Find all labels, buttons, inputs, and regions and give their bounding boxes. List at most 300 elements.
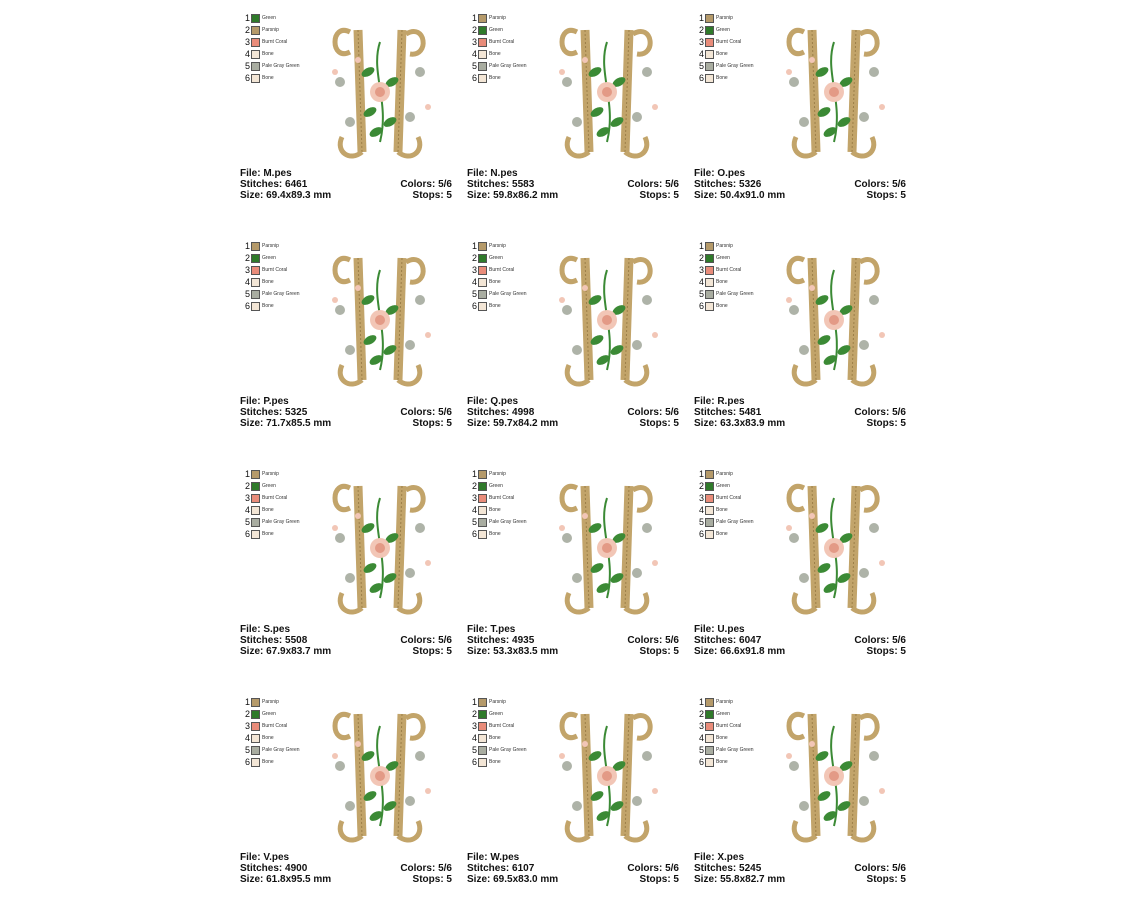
- embroidery-preview-image: [764, 12, 904, 162]
- embroidery-preview-image: [310, 468, 450, 618]
- thread-name: Pale Gray Green: [716, 747, 754, 753]
- thread-number: 1: [244, 241, 250, 251]
- thread-color-row: [694, 504, 728, 516]
- thread-number: 3: [244, 493, 250, 503]
- thread-color-row: [467, 504, 501, 516]
- thread-swatch: [251, 38, 260, 47]
- thread-swatch: [478, 482, 487, 491]
- design-stops: Stops: 5: [866, 190, 906, 201]
- thread-name: Green: [716, 27, 730, 33]
- embroidery-preview-image: [310, 12, 450, 162]
- design-size: Size: 55.8x82.7 mm: [694, 874, 786, 885]
- design-stitches: Stitches: 5583: [467, 179, 535, 190]
- design-card-r: [694, 240, 906, 430]
- design-size: Size: 50.4x91.0 mm: [694, 190, 786, 201]
- design-file: File: P.pes: [240, 396, 289, 407]
- thread-name: Burnt Coral: [262, 267, 288, 273]
- thread-name: Parsnip: [716, 15, 733, 21]
- thread-color-row: [694, 60, 754, 72]
- design-file: File: Q.pes: [467, 396, 519, 407]
- thread-color-row: [240, 756, 274, 768]
- thread-number: 5: [244, 61, 250, 71]
- thread-number: 4: [698, 49, 704, 59]
- thread-color-row: [467, 720, 514, 732]
- thread-color-row: [467, 516, 527, 528]
- thread-color-row: [467, 300, 501, 312]
- thread-swatch: [478, 50, 487, 59]
- thread-color-row: [694, 696, 733, 708]
- design-colors: Colors: 5/6: [627, 179, 679, 190]
- design-card-n: [467, 12, 679, 202]
- thread-number: 5: [698, 745, 704, 755]
- monogram-m: [332, 30, 431, 156]
- thread-number: 3: [244, 37, 250, 47]
- thread-number: 1: [244, 13, 250, 23]
- thread-swatch: [705, 278, 714, 287]
- thread-number: 2: [244, 709, 250, 719]
- thread-swatch: [705, 494, 714, 503]
- thread-name: Bone: [262, 75, 274, 81]
- thread-name: Green: [716, 255, 730, 261]
- thread-name: Parsnip: [716, 243, 733, 249]
- thread-name: Bone: [262, 303, 274, 309]
- thread-color-row: [694, 468, 733, 480]
- thread-swatch: [705, 470, 714, 479]
- thread-swatch: [705, 290, 714, 299]
- thread-color-row: [467, 36, 514, 48]
- thread-swatch: [705, 50, 714, 59]
- thread-color-row: [694, 516, 754, 528]
- thread-color-row: [467, 468, 506, 480]
- thread-swatch: [251, 470, 260, 479]
- design-info: [694, 624, 906, 657]
- design-card-m: [240, 12, 452, 202]
- design-info: [467, 624, 679, 657]
- thread-swatch: [705, 266, 714, 275]
- thread-color-row: [694, 264, 741, 276]
- thread-name: Bone: [262, 759, 274, 765]
- design-file: File: R.pes: [694, 396, 745, 407]
- thread-swatch: [251, 74, 260, 83]
- thread-number: 3: [698, 37, 704, 47]
- thread-number: 5: [471, 745, 477, 755]
- thread-name: Parsnip: [489, 243, 506, 249]
- design-colors: Colors: 5/6: [400, 407, 452, 418]
- thread-color-row: [240, 276, 274, 288]
- thread-name: Parsnip: [716, 471, 733, 477]
- monogram-o: [786, 30, 885, 156]
- thread-number: 6: [471, 301, 477, 311]
- thread-name: Pale Gray Green: [716, 63, 754, 69]
- thread-name: Pale Gray Green: [262, 63, 300, 69]
- thread-number: 6: [698, 529, 704, 539]
- thread-swatch: [251, 290, 260, 299]
- thread-color-row: [240, 708, 276, 720]
- embroidery-preview-image: [764, 468, 904, 618]
- design-info: [694, 396, 906, 429]
- thread-number: 3: [244, 721, 250, 731]
- design-file: File: U.pes: [694, 624, 745, 635]
- thread-color-row: [240, 24, 279, 36]
- design-size: Size: 69.4x89.3 mm: [240, 190, 332, 201]
- design-colors: Colors: 5/6: [854, 407, 906, 418]
- thread-color-row: [467, 744, 527, 756]
- thread-number: 4: [698, 505, 704, 515]
- thread-swatch: [251, 26, 260, 35]
- thread-number: 1: [244, 469, 250, 479]
- design-info: [694, 852, 906, 885]
- thread-name: Pale Gray Green: [489, 63, 527, 69]
- monogram-r: [786, 258, 885, 384]
- thread-swatch: [705, 758, 714, 767]
- thread-number: 1: [471, 697, 477, 707]
- thread-name: Bone: [489, 51, 501, 57]
- thread-name: Bone: [716, 531, 728, 537]
- thread-name: Pale Gray Green: [489, 291, 527, 297]
- thread-color-row: [467, 276, 501, 288]
- thread-number: 1: [244, 697, 250, 707]
- thread-color-row: [467, 60, 527, 72]
- design-info: [694, 168, 906, 201]
- thread-color-row: [240, 240, 279, 252]
- thread-swatch: [478, 518, 487, 527]
- design-card-o: [694, 12, 906, 202]
- design-size: Size: 67.9x83.7 mm: [240, 646, 332, 657]
- design-info: [240, 396, 452, 429]
- thread-number: 3: [471, 37, 477, 47]
- design-stops: Stops: 5: [866, 874, 906, 885]
- thread-swatch: [478, 278, 487, 287]
- thread-number: 1: [471, 13, 477, 23]
- thread-name: Bone: [716, 303, 728, 309]
- thread-swatch: [251, 50, 260, 59]
- thread-name: Burnt Coral: [262, 39, 288, 45]
- thread-number: 6: [244, 529, 250, 539]
- thread-number: 4: [471, 505, 477, 515]
- thread-swatch: [478, 62, 487, 71]
- thread-number: 6: [698, 301, 704, 311]
- thread-swatch: [478, 266, 487, 275]
- thread-swatch: [251, 482, 260, 491]
- thread-name: Green: [262, 15, 276, 21]
- thread-number: 1: [698, 697, 704, 707]
- thread-swatch: [251, 506, 260, 515]
- thread-name: Bone: [716, 507, 728, 513]
- thread-name: Burnt Coral: [489, 39, 515, 45]
- thread-color-row: [240, 720, 287, 732]
- thread-number: 2: [698, 709, 704, 719]
- embroidery-preview-image: [537, 468, 677, 618]
- thread-name: Green: [262, 255, 276, 261]
- monogram-u: [786, 486, 885, 612]
- design-stops: Stops: 5: [866, 646, 906, 657]
- embroidery-preview-image: [537, 240, 677, 390]
- design-colors: Colors: 5/6: [627, 407, 679, 418]
- thread-name: Green: [716, 711, 730, 717]
- design-size: Size: 61.8x95.5 mm: [240, 874, 332, 885]
- thread-name: Parsnip: [716, 699, 733, 705]
- thread-number: 4: [471, 733, 477, 743]
- thread-color-row: [240, 528, 274, 540]
- design-stitches: Stitches: 5245: [694, 863, 762, 874]
- thread-swatch: [705, 62, 714, 71]
- design-stitches: Stitches: 6047: [694, 635, 762, 646]
- thread-name: Parsnip: [262, 27, 279, 33]
- thread-color-row: [467, 72, 501, 84]
- thread-color-row: [467, 252, 503, 264]
- thread-swatch: [251, 518, 260, 527]
- thread-name: Burnt Coral: [716, 267, 742, 273]
- monogram-n: [559, 30, 658, 156]
- thread-swatch: [251, 734, 260, 743]
- design-stitches: Stitches: 4900: [240, 863, 308, 874]
- thread-color-row: [694, 756, 728, 768]
- design-info: [467, 168, 679, 201]
- thread-name: Green: [489, 711, 503, 717]
- design-stitches: Stitches: 5325: [240, 407, 308, 418]
- thread-name: Bone: [262, 279, 274, 285]
- thread-number: 1: [698, 13, 704, 23]
- thread-color-row: [694, 744, 754, 756]
- design-card-q: [467, 240, 679, 430]
- thread-number: 4: [244, 505, 250, 515]
- design-card-t: [467, 468, 679, 658]
- design-stitches: Stitches: 5326: [694, 179, 762, 190]
- thread-number: 4: [471, 277, 477, 287]
- thread-number: 6: [244, 73, 250, 83]
- thread-name: Pale Gray Green: [489, 747, 527, 753]
- thread-number: 2: [471, 481, 477, 491]
- thread-color-row: [467, 48, 501, 60]
- thread-swatch: [251, 266, 260, 275]
- thread-color-row: [240, 252, 276, 264]
- thread-number: 2: [244, 25, 250, 35]
- thread-number: 5: [471, 517, 477, 527]
- thread-number: 3: [244, 265, 250, 275]
- thread-number: 1: [471, 469, 477, 479]
- thread-number: 4: [698, 277, 704, 287]
- design-colors: Colors: 5/6: [400, 635, 452, 646]
- design-file: File: N.pes: [467, 168, 518, 179]
- thread-name: Green: [262, 483, 276, 489]
- thread-name: Bone: [489, 735, 501, 741]
- thread-name: Pale Gray Green: [262, 519, 300, 525]
- thread-number: 1: [698, 241, 704, 251]
- thread-color-row: [240, 492, 287, 504]
- thread-swatch: [478, 470, 487, 479]
- thread-color-row: [694, 480, 730, 492]
- design-size: Size: 53.3x83.5 mm: [467, 646, 559, 657]
- thread-swatch: [705, 518, 714, 527]
- thread-swatch: [478, 710, 487, 719]
- thread-swatch: [705, 74, 714, 83]
- design-stops: Stops: 5: [639, 874, 679, 885]
- thread-swatch: [251, 494, 260, 503]
- thread-number: 3: [698, 721, 704, 731]
- thread-name: Burnt Coral: [262, 723, 288, 729]
- thread-number: 2: [698, 253, 704, 263]
- thread-name: Pale Gray Green: [489, 519, 527, 525]
- design-stitches: Stitches: 6107: [467, 863, 535, 874]
- design-colors: Colors: 5/6: [854, 635, 906, 646]
- design-info: [240, 168, 452, 201]
- thread-swatch: [705, 242, 714, 251]
- design-colors: Colors: 5/6: [854, 863, 906, 874]
- design-card-p: [240, 240, 452, 430]
- thread-name: Green: [716, 483, 730, 489]
- thread-color-row: [467, 288, 527, 300]
- design-info: [240, 624, 452, 657]
- thread-number: 5: [244, 289, 250, 299]
- thread-color-row: [240, 264, 287, 276]
- thread-color-row: [694, 48, 728, 60]
- thread-number: 5: [244, 745, 250, 755]
- thread-number: 2: [244, 481, 250, 491]
- thread-number: 5: [471, 289, 477, 299]
- thread-swatch: [705, 14, 714, 23]
- thread-swatch: [705, 698, 714, 707]
- thread-name: Bone: [489, 531, 501, 537]
- thread-color-row: [694, 252, 730, 264]
- thread-color-row: [467, 732, 501, 744]
- thread-number: 3: [471, 265, 477, 275]
- thread-swatch: [478, 758, 487, 767]
- thread-color-row: [240, 36, 287, 48]
- thread-swatch: [705, 734, 714, 743]
- thread-swatch: [478, 74, 487, 83]
- thread-name: Burnt Coral: [262, 495, 288, 501]
- design-colors: Colors: 5/6: [400, 863, 452, 874]
- design-file: File: X.pes: [694, 852, 745, 863]
- thread-number: 6: [244, 757, 250, 767]
- thread-name: Parsnip: [489, 15, 506, 21]
- thread-color-row: [240, 696, 279, 708]
- design-info: [467, 396, 679, 429]
- design-size: Size: 69.5x83.0 mm: [467, 874, 559, 885]
- design-stops: Stops: 5: [412, 874, 452, 885]
- design-stops: Stops: 5: [412, 190, 452, 201]
- thread-number: 6: [471, 73, 477, 83]
- thread-color-row: [467, 528, 501, 540]
- thread-color-row: [467, 240, 506, 252]
- thread-color-row: [240, 468, 279, 480]
- thread-number: 6: [244, 301, 250, 311]
- thread-color-row: [694, 240, 733, 252]
- design-card-x: [694, 696, 906, 886]
- thread-name: Bone: [716, 279, 728, 285]
- thread-color-row: [467, 24, 503, 36]
- thread-swatch: [478, 254, 487, 263]
- thread-swatch: [705, 530, 714, 539]
- thread-color-row: [240, 288, 300, 300]
- thread-number: 5: [698, 61, 704, 71]
- embroidery-preview-image: [310, 696, 450, 846]
- thread-number: 2: [471, 25, 477, 35]
- design-size: Size: 66.6x91.8 mm: [694, 646, 786, 657]
- thread-swatch: [251, 758, 260, 767]
- thread-swatch: [705, 38, 714, 47]
- design-stops: Stops: 5: [412, 418, 452, 429]
- thread-number: 4: [471, 49, 477, 59]
- thread-color-row: [694, 732, 728, 744]
- thread-number: 2: [698, 25, 704, 35]
- thread-name: Bone: [716, 759, 728, 765]
- design-colors: Colors: 5/6: [627, 863, 679, 874]
- thread-number: 4: [244, 733, 250, 743]
- monogram-q: [559, 258, 658, 384]
- monogram-w: [559, 714, 658, 840]
- thread-number: 6: [471, 757, 477, 767]
- thread-color-row: [467, 12, 506, 24]
- thread-name: Burnt Coral: [489, 267, 515, 273]
- thread-swatch: [705, 710, 714, 719]
- thread-swatch: [251, 278, 260, 287]
- thread-number: 6: [471, 529, 477, 539]
- embroidery-preview-image: [764, 240, 904, 390]
- thread-number: 2: [471, 709, 477, 719]
- design-info: [240, 852, 452, 885]
- thread-number: 1: [698, 469, 704, 479]
- thread-swatch: [251, 254, 260, 263]
- thread-swatch: [478, 530, 487, 539]
- thread-color-row: [694, 72, 728, 84]
- design-stitches: Stitches: 4998: [467, 407, 535, 418]
- monogram-s: [332, 486, 431, 612]
- thread-color-row: [694, 528, 728, 540]
- thread-number: 4: [244, 49, 250, 59]
- design-size: Size: 59.7x84.2 mm: [467, 418, 559, 429]
- thread-color-row: [694, 288, 754, 300]
- thread-swatch: [478, 38, 487, 47]
- thread-swatch: [478, 14, 487, 23]
- thread-color-row: [694, 24, 730, 36]
- design-file: File: T.pes: [467, 624, 516, 635]
- thread-swatch: [705, 26, 714, 35]
- thread-name: Green: [489, 27, 503, 33]
- design-stitches: Stitches: 6461: [240, 179, 308, 190]
- thread-name: Green: [489, 483, 503, 489]
- thread-name: Bone: [489, 759, 501, 765]
- thread-name: Pale Gray Green: [716, 519, 754, 525]
- thread-number: 1: [471, 241, 477, 251]
- design-file: File: M.pes: [240, 168, 292, 179]
- thread-swatch: [478, 722, 487, 731]
- thread-number: 3: [471, 721, 477, 731]
- design-size: Size: 59.8x86.2 mm: [467, 190, 559, 201]
- thread-number: 3: [698, 265, 704, 275]
- thread-name: Bone: [489, 507, 501, 513]
- thread-color-row: [467, 756, 501, 768]
- thread-number: 6: [698, 73, 704, 83]
- thread-swatch: [705, 506, 714, 515]
- thread-swatch: [251, 710, 260, 719]
- thread-swatch: [478, 302, 487, 311]
- design-file: File: S.pes: [240, 624, 291, 635]
- thread-color-row: [240, 516, 300, 528]
- thread-number: 5: [698, 517, 704, 527]
- thread-swatch: [251, 62, 260, 71]
- thread-swatch: [251, 530, 260, 539]
- thread-color-row: [694, 36, 741, 48]
- thread-number: 5: [698, 289, 704, 299]
- thread-name: Bone: [489, 303, 501, 309]
- design-colors: Colors: 5/6: [854, 179, 906, 190]
- thread-swatch: [478, 290, 487, 299]
- thread-number: 5: [244, 517, 250, 527]
- design-stops: Stops: 5: [412, 646, 452, 657]
- embroidery-preview-image: [537, 696, 677, 846]
- design-stops: Stops: 5: [639, 418, 679, 429]
